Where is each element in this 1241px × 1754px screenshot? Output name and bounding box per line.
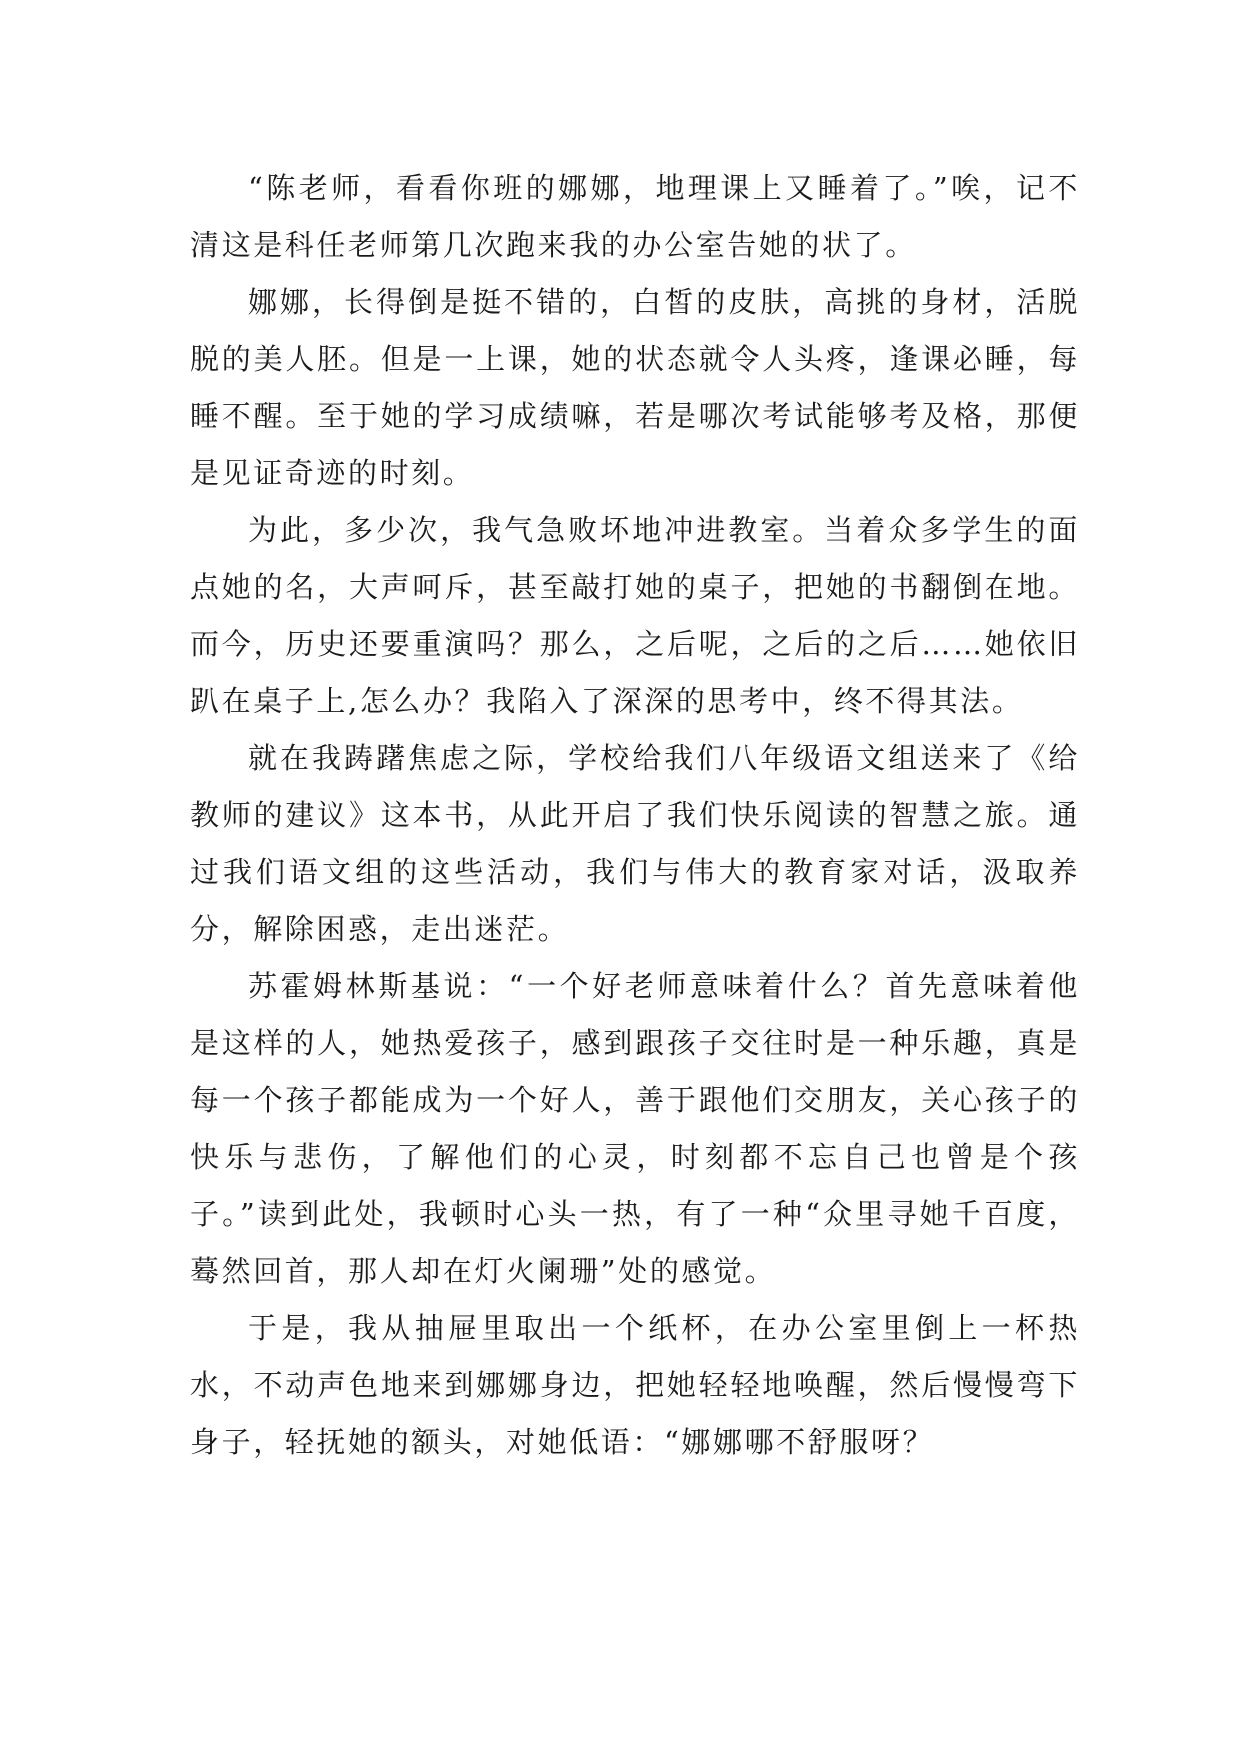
paragraph-1: “陈老师，看看你班的娜娜，地理课上又睡着了。”唉，记不清这是科任老师第几次跑来我的办公室告她的状了。 bbox=[190, 171, 1080, 262]
paragraph-6: 于是，我从抽屉里取出一个纸杯，在办公室里倒上一杯热水，不动声色地来到娜娜身边，把她轻轻地唤醒，然后慢慢弯下身子，轻抚她的额头，对她低语：“娜娜哪不舒服呀？ bbox=[190, 1311, 1080, 1459]
paragraph-3: 为此，多少次，我气急败坏地冲进教室。当着众多学生的面点她的名，大声呵斥，甚至敲打她的桌子，把她的书翻倒在地。而今，历史还要重演吗？那么，之后呢，之后的之后……她依旧趴在桌子上,怎么办？我陷入了深深的思考中，终不得其法。 bbox=[190, 513, 1080, 718]
paragraph-4: 就在我踌躇焦虑之际，学校给我们八年级语文组送来了《给教师的建议》这本书，从此开启了我们快乐阅读的智慧之旅。通过我们语文组的这些活动，我们与伟大的教育家对话，汲取养分，解除困惑，走出迷茫。 bbox=[190, 741, 1080, 946]
paragraph-5: 苏霍姆林斯基说：“一个好老师意味着什么？首先意味着他是这样的人，她热爱孩子，感到跟孩子交往时是一种乐趣，真是每一个孩子都能成为一个好人，善于跟他们交朋友，关心孩子的快乐与悲伤，了解他们的心灵，时刻都不忘自己也曾是个孩子。”读到此处，我顿时心头一热，有了一种“众里寻她千百度，蓦然回首，那人却在灯火阑珊”处的感觉。 bbox=[190, 969, 1080, 1288]
paragraph-2: 娜娜，长得倒是挺不错的，白皙的皮肤，高挑的身材，活脱脱的美人胚。但是一上课，她的状态就令人头疼，逢课必睡，每睡不醒。至于她的学习成绩嘛，若是哪次考试能够考及格，那便是见证奇迹的时刻。 bbox=[190, 285, 1080, 490]
document-body bbox=[190, 160, 1080, 1471]
